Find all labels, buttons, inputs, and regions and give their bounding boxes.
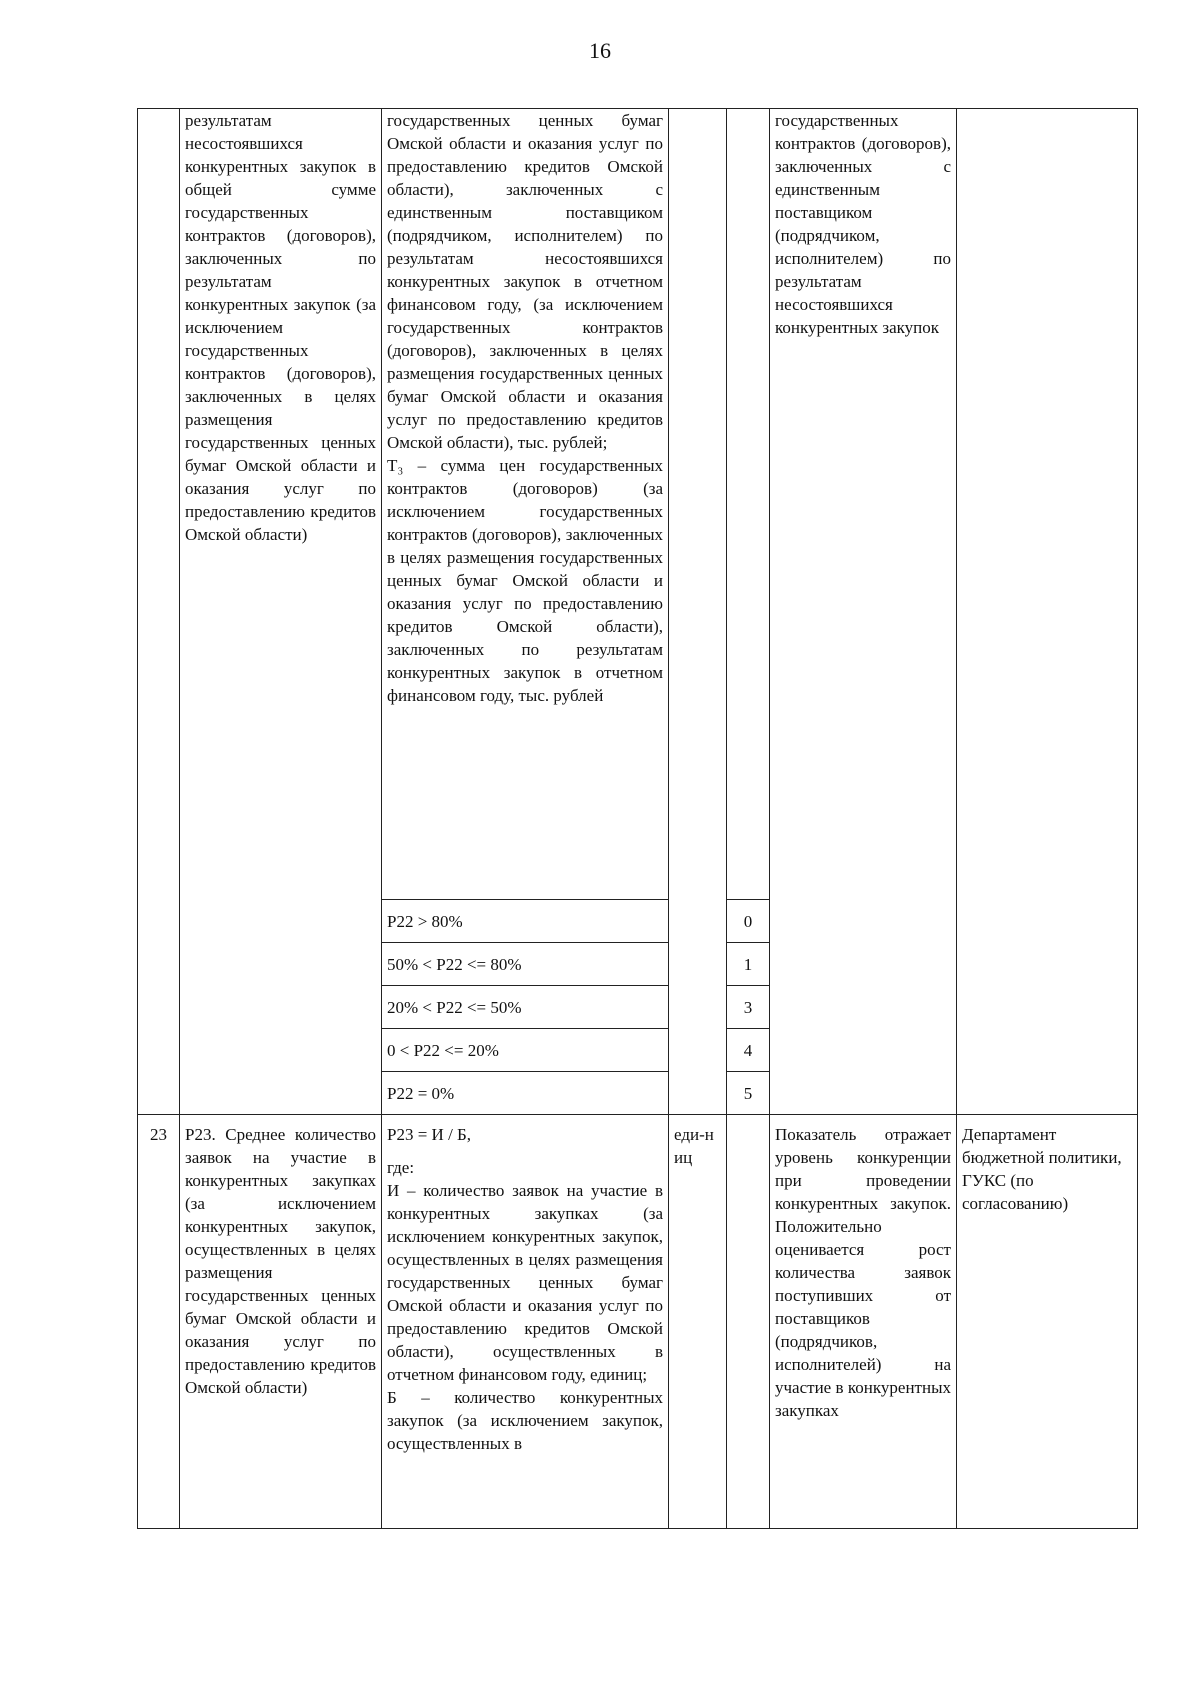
formula-text-b: Б – количество конкурентных закупок (за исключением закупок, осуществленных в	[387, 1388, 663, 1453]
criterion-condition: Р22 > 80%	[382, 900, 669, 943]
responsible-text: Департамент бюджетной политики, ГУКС (по согласованию)	[962, 1125, 1122, 1213]
criterion-condition: 0 < Р22 <= 20%	[382, 1029, 669, 1072]
formula-cell-p23	[382, 1115, 669, 1529]
formula-where: где:	[387, 1158, 415, 1177]
row-number-cell	[138, 109, 180, 1115]
table-row-p23	[138, 1115, 1138, 1529]
comment-cell	[770, 109, 957, 1115]
score-cell-blank	[727, 109, 770, 900]
row-number: 23	[138, 1115, 180, 1529]
criterion-score: 4	[727, 1029, 770, 1072]
formula-head: Р23 = И / Б,	[387, 1125, 472, 1144]
indicator-text: Р23. Среднее количество заявок на участие в конкурентных закупках (за исключением конкурентных закупок, осуществленных в целях размещения государственных ценных бумаг Омской области и оказания услуг по предоставлению кредитов Омской области)	[185, 1125, 376, 1397]
indicator-text: результатам несостоявшихся конкурентных закупок в общей сумме государственных контрактов (договоров), заключенных по результатам конкурентных закупок (за исключением государственных контрактов (договоров), заключенных в целях размещения государственных ценных бумаг Омской области и оказания услуг по предоставлению кредитов Омской области)	[185, 111, 376, 544]
criterion-score: 3	[727, 986, 770, 1029]
indicators-table	[137, 108, 1138, 1529]
comment-text: Показатель отражает уровень конкуренции при проведении конкурентных закупок. Положительно оценивается рост количества заявок поступивших от поставщиков (подрядчиков, исполнителей) на участие в конкурентных закупках	[775, 1125, 951, 1420]
unit-cell	[669, 109, 727, 1115]
formula-cell	[382, 109, 669, 900]
table-row-p22-main	[138, 109, 1138, 900]
unit-cell-p23	[669, 1115, 727, 1529]
score-cell-p23	[727, 1115, 770, 1529]
responsible-cell	[957, 109, 1138, 1115]
formula-text-t3: Т₃ – сумма цен государственных контрактов (договоров) (за исключением государственных контрактов (договоров), заключенных в целях размещения государственных ценных бумаг Омской области и оказания услуг по предоставлению кредитов Омской области), заключенных по результатам конкурентных закупок в отчетном финансовом году, тыс. рублей	[387, 456, 663, 705]
criterion-condition: 20% < Р22 <= 50%	[382, 986, 669, 1029]
criterion-condition: 50% < Р22 <= 80%	[382, 943, 669, 986]
formula-text: государственных ценных бумаг Омской области и оказания услуг по предоставлению кредитов Омской области), заключенных с единственным поставщиком (подрядчиком, исполнителем) по результатам несостоявшихся конкурентных закупок в отчетном финансовом году, (за исключением государственных контрактов (договоров), заключенных в целях размещения государственных ценных бумаг Омской области и оказания услуг по предоставлению кредитов Омской области), тыс. рублей;	[387, 111, 663, 452]
comment-text: государственных контрактов (договоров), заключенных с единственным поставщиком (подрядчиком, исполнителем) по результатам несостоявшихся конкурентных закупок	[775, 111, 951, 337]
criterion-condition: Р22 = 0%	[382, 1072, 669, 1115]
indicator-cell-p23	[180, 1115, 382, 1529]
indicator-cell	[180, 109, 382, 1115]
criterion-score: 1	[727, 943, 770, 986]
responsible-cell-p23	[957, 1115, 1138, 1529]
criterion-score: 0	[727, 900, 770, 943]
formula-text: И – количество заявок на участие в конкурентных закупках (за исключением конкурентных закупок, осуществленных в целях размещения государственных ценных бумаг Омской области и оказания услуг по предоставлению кредитов Омской области), осуществленных в отчетном финансовом году, единиц;	[387, 1181, 663, 1384]
criterion-score: 5	[727, 1072, 770, 1115]
unit-text: еди-ниц	[674, 1125, 714, 1167]
comment-cell-p23	[770, 1115, 957, 1529]
page-number: 16	[589, 38, 611, 63]
